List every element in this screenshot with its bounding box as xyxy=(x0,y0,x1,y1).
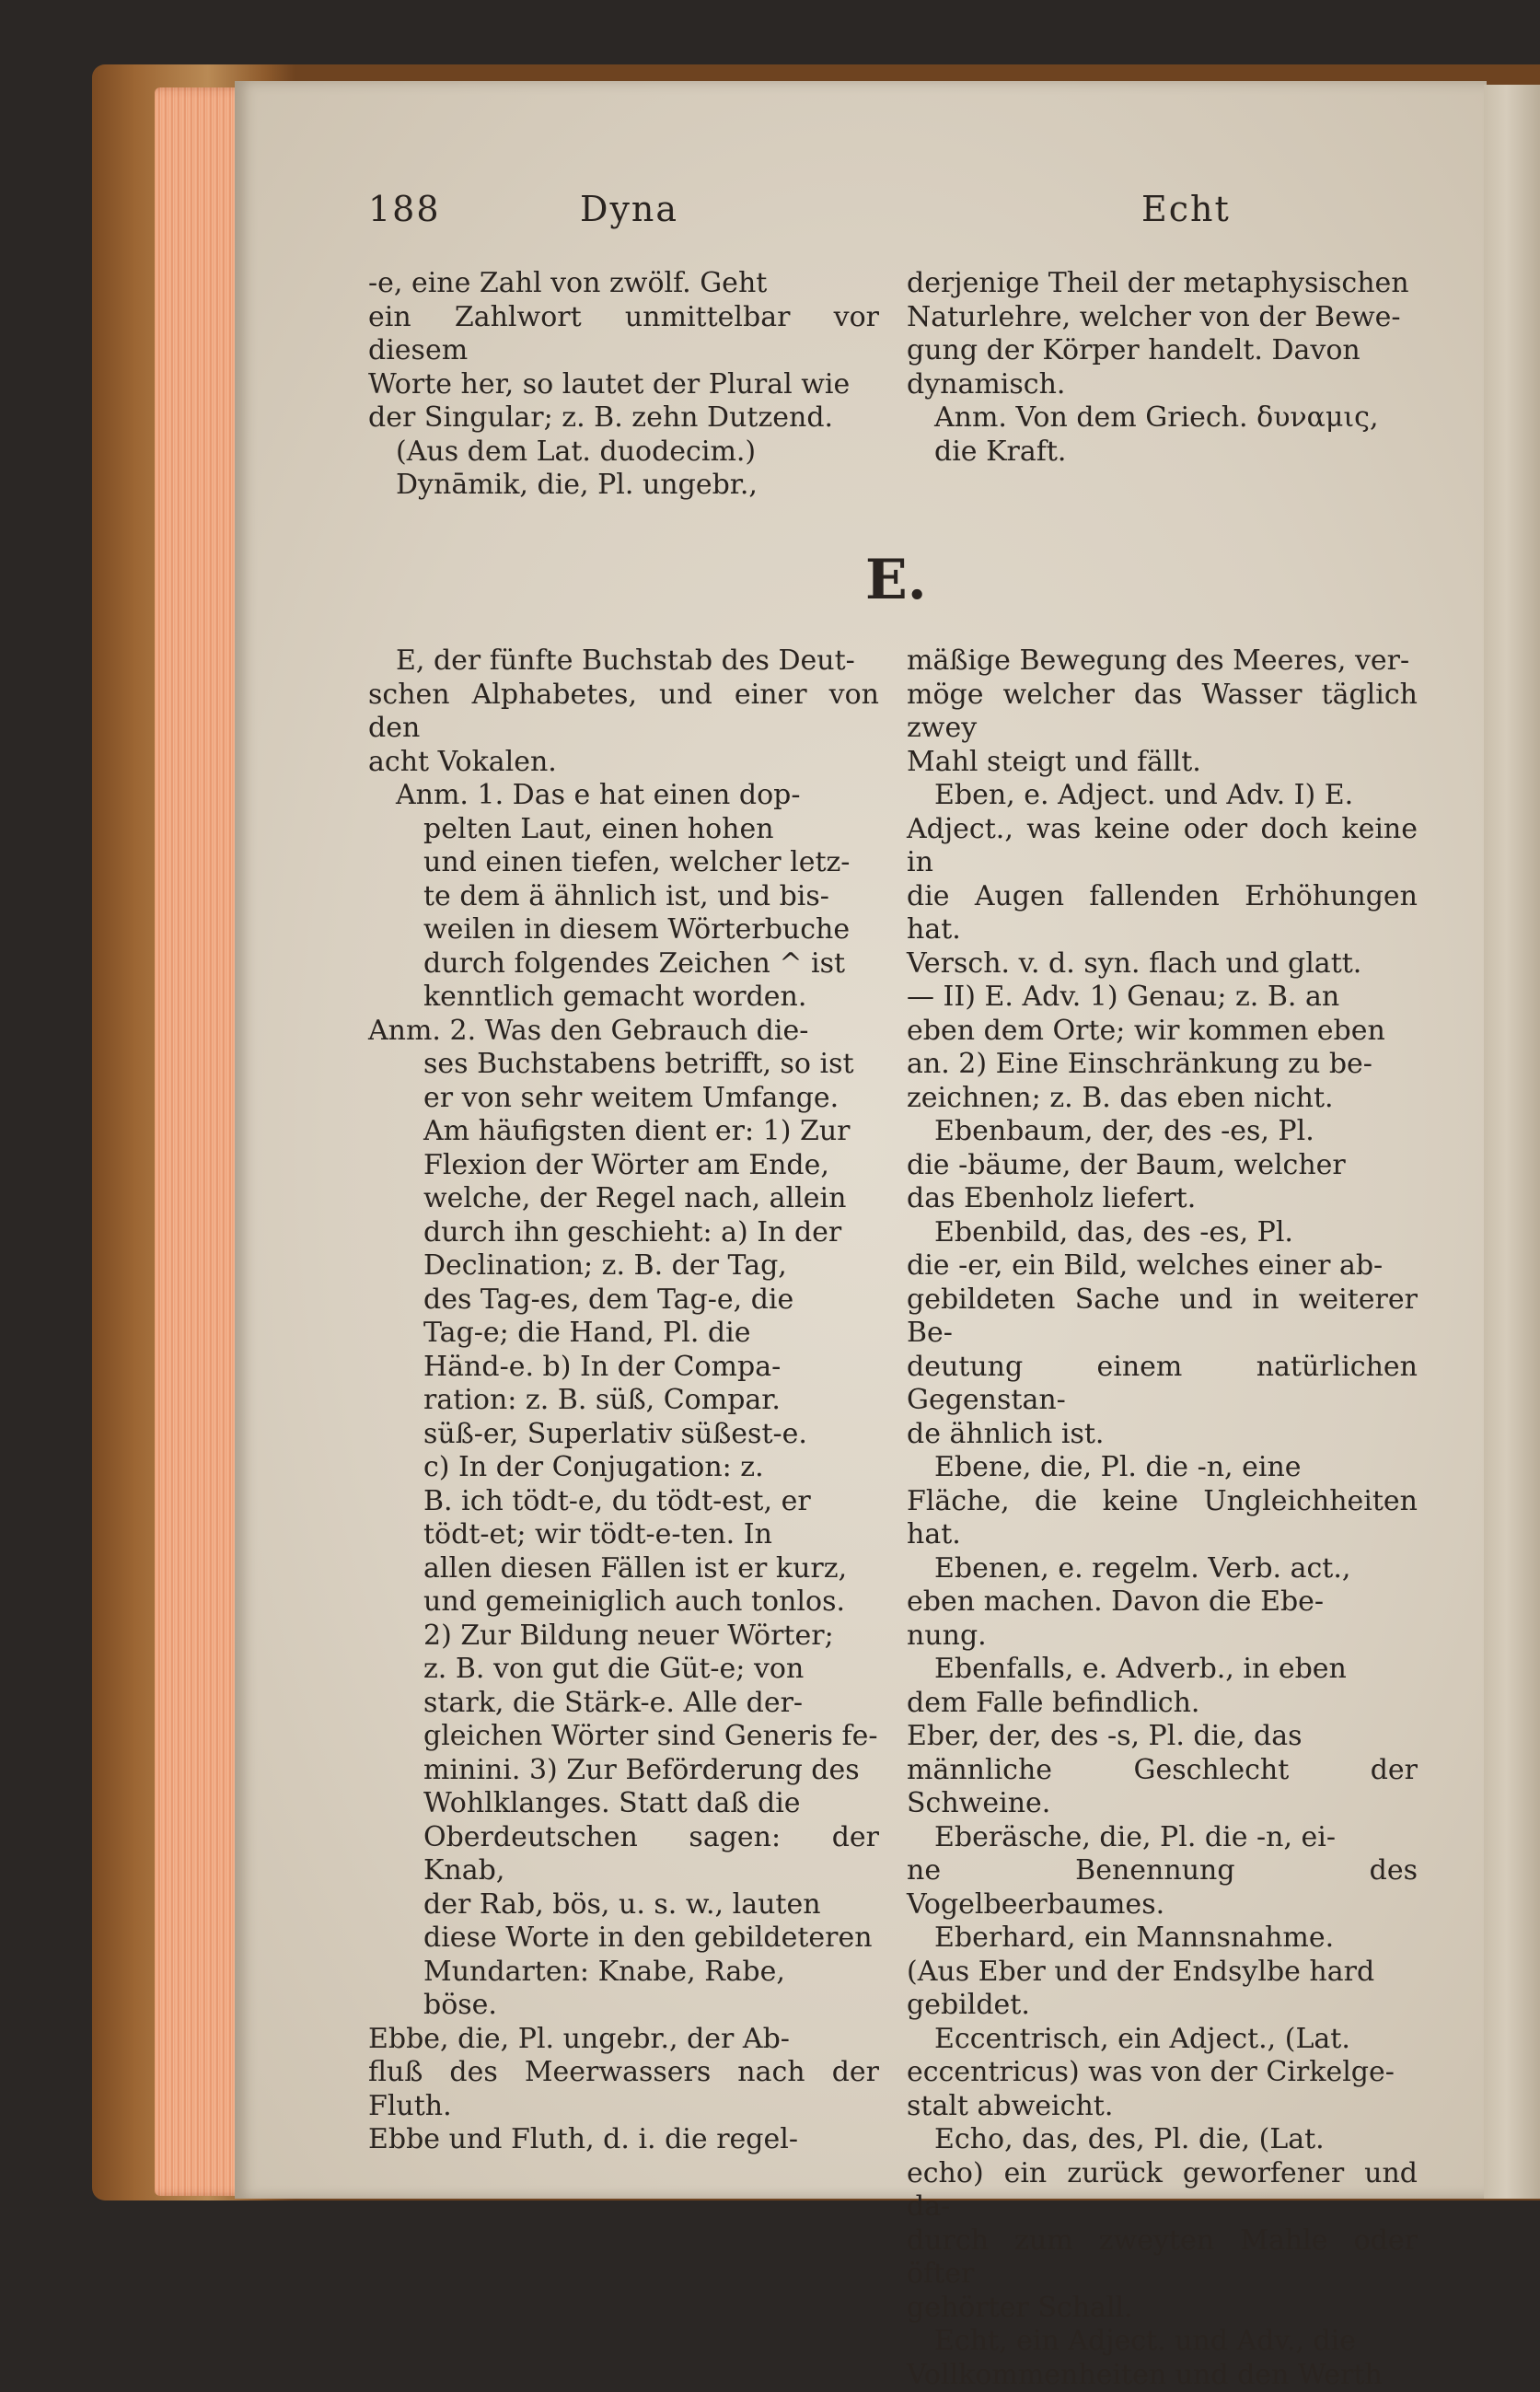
text-line: Ebenfalls, e. Adverb., in eben xyxy=(907,1653,1418,1687)
text-line: Versch. v. d. syn. flach und glatt. xyxy=(907,947,1418,981)
text-line: der Rab, bös, u. s. w., lauten xyxy=(368,1888,879,1922)
text-line: nung. xyxy=(907,1620,1418,1654)
text-line: und gemeiniglich auch tonlos. xyxy=(368,1585,879,1620)
top-right-block xyxy=(907,267,1418,469)
text-line: Mundarten: Knabe, Rabe, xyxy=(368,1956,879,1990)
text-line: ein Zahlwort unmittelbar vor diesem xyxy=(368,301,879,368)
text-line: des Tag-es, dem Tag-e, die xyxy=(368,1283,879,1318)
text-line: eccentricus) was von der Cirkelge- xyxy=(907,2056,1418,2090)
text-line: te dem ä ähnlich ist, und bis- xyxy=(368,880,879,914)
text-line: die Augen fallenden Erhöhungen hat. xyxy=(907,880,1418,947)
text-line: durch ihn geschieht: a) In der xyxy=(368,1216,879,1250)
right-column xyxy=(907,644,1418,2392)
page-number: 188 xyxy=(368,189,441,229)
text-line: Eccentrisch, ein Adject., (Lat. xyxy=(907,2023,1418,2057)
text-line: de ähnlich ist. xyxy=(907,1418,1418,1452)
text-line: B. ich tödt-e, du tödt-est, er xyxy=(368,1485,879,1519)
text-line: E, der fünfte Buchstab des Deut- xyxy=(368,644,879,679)
text-line: Adject., was keine oder doch keine in xyxy=(907,813,1418,880)
text-line: er von sehr weitem Umfange. xyxy=(368,1082,879,1116)
text-line: -e, eine Zahl von zwölf. Geht xyxy=(368,267,879,301)
text-line: Declination; z. B. der Tag, xyxy=(368,1249,879,1283)
text-line: gehörter Schall. xyxy=(907,2292,1418,2326)
text-line: dem Falle befindlich. xyxy=(907,1687,1418,1721)
text-line: Ebenbild, das, des -es, Pl. xyxy=(907,1216,1418,1250)
text-line: acht Vokalen. xyxy=(368,746,879,780)
text-line: der Singular; z. B. zehn Dutzend. xyxy=(368,401,879,435)
text-line: an. 2) Eine Einschränkung zu be- xyxy=(907,1048,1418,1082)
text-line: Anm. 2. Was den Gebrauch die- xyxy=(368,1015,879,1049)
text-line: Eberhard, ein Mannsnahme. xyxy=(907,1922,1418,1956)
text-line: Echt, ein Adject. und Adv., die xyxy=(907,2325,1418,2359)
text-line: möge welcher das Wasser täglich zwey xyxy=(907,679,1418,746)
next-page-edge xyxy=(1484,85,1540,2199)
text-line: süß-er, Superlativ süßest-e. xyxy=(368,1418,879,1452)
text-line: gung der Körper handelt. Davon xyxy=(907,334,1418,368)
header-right-word: Echt xyxy=(1141,189,1231,229)
text-line: Dynāmik, die, Pl. ungebr., xyxy=(368,469,879,503)
text-line: Am häufigsten dient er: 1) Zur xyxy=(368,1115,879,1149)
text-line: welche, der Regel nach, allein xyxy=(368,1182,879,1216)
text-line: Ebenbaum, der, des -es, Pl. xyxy=(907,1115,1418,1149)
text-line: ne Benennung des Vogelbeerbaumes. xyxy=(907,1854,1418,1922)
text-line: fluß des Meerwassers nach der Fluth. xyxy=(368,2056,879,2123)
text-line: Tag-e; die Hand, Pl. die xyxy=(368,1317,879,1351)
text-line: und einen tiefen, welcher letz- xyxy=(368,846,879,880)
text-line: zeichnen; z. B. das eben nicht. xyxy=(907,1082,1418,1116)
header-left-word: Dyna xyxy=(580,189,678,229)
text-line: ration: z. B. süß, Compar. xyxy=(368,1384,879,1418)
text-line: Naturlehre, welcher von der Bewe- xyxy=(907,301,1418,335)
text-line: minini. 3) Zur Beförderung des xyxy=(368,1754,879,1788)
text-line: die Kraft. xyxy=(907,435,1418,470)
text-line: Wohlklanges. Statt daß die xyxy=(368,1787,879,1821)
text-line: stalt abweicht. xyxy=(907,2090,1418,2124)
text-line: Mahl steigt und fällt. xyxy=(907,746,1418,780)
text-line: diese Worte in den gebildeteren xyxy=(368,1922,879,1956)
text-line: tödt-et; wir tödt-e-ten. In xyxy=(368,1518,879,1552)
text-line: stark, die Stärk-e. Alle der- xyxy=(368,1687,879,1721)
text-line: Anm. Von dem Griech. δυναμις, xyxy=(907,401,1418,435)
text-line: Ebene, die, Pl. die -n, eine xyxy=(907,1451,1418,1485)
text-line: c) In der Conjugation: z. xyxy=(368,1451,879,1485)
text-line: Oberdeutschen sagen: der Knab, xyxy=(368,1821,879,1888)
text-line: derjenige Theil der metaphysischen xyxy=(907,267,1418,301)
text-line: schen Alphabetes, und einer von den xyxy=(368,679,879,746)
text-line: ses Buchstabens betrifft, so ist xyxy=(368,1048,879,1082)
text-line: (Aus dem Lat. duodecim.) xyxy=(368,435,879,470)
text-line: mäßige Bewegung des Meeres, ver- xyxy=(907,644,1418,679)
left-column xyxy=(368,644,879,2157)
text-line: z. B. von gut die Güt-e; von xyxy=(368,1653,879,1687)
text-line: Worte her, so lautet der Plural wie xyxy=(368,368,879,402)
text-line: eben dem Orte; wir kommen eben xyxy=(907,1015,1418,1049)
text-line: Eber, der, des -s, Pl. die, das xyxy=(907,1720,1418,1754)
text-line: deutung einem natürlichen Gegenstan- xyxy=(907,1351,1418,1418)
text-line: Ebbe, die, Pl. ungebr., der Ab- xyxy=(368,2023,879,2057)
text-line: Fläche, die keine Ungleichheiten hat. xyxy=(907,1485,1418,1552)
text-line: das Ebenholz liefert. xyxy=(907,1182,1418,1216)
text-line: Händ-e. b) In der Compa- xyxy=(368,1351,879,1385)
text-line: durch folgendes Zeichen ^ ist xyxy=(368,947,879,981)
text-line: gebildeten Sache und in weiterer Be- xyxy=(907,1283,1418,1351)
text-line: die -bäume, der Baum, welcher xyxy=(907,1149,1418,1183)
text-line: Ebenen, e. regelm. Verb. act., xyxy=(907,1552,1418,1586)
text-line: durch zum zweyten Mahle oder öfter xyxy=(907,2224,1418,2292)
text-line: eben machen. Davon die Ebe- xyxy=(907,1585,1418,1620)
section-letter: E. xyxy=(865,548,927,612)
text-line: allen diesen Fällen ist er kurz, xyxy=(368,1552,879,1586)
text-line: gleichen Wörter sind Generis fe- xyxy=(368,1720,879,1754)
text-line: männliche Geschlecht der Schweine. xyxy=(907,1754,1418,1821)
text-line: Eben, e. Adject. und Adv. I) E. xyxy=(907,779,1418,813)
top-left-block xyxy=(368,267,879,503)
text-line: — II) E. Adv. 1) Genau; z. B. an xyxy=(907,981,1418,1015)
text-line: die -er, ein Bild, welches einer ab- xyxy=(907,1249,1418,1283)
text-line: Vollkommenheiten und den Werth xyxy=(907,2359,1418,2392)
text-line: echo) ein zurück geworfener und da- xyxy=(907,2157,1418,2224)
text-line: 2) Zur Bildung neuer Wörter; xyxy=(368,1620,879,1654)
text-line: kenntlich gemacht worden. xyxy=(368,981,879,1015)
text-line: Eberäsche, die, Pl. die -n, ei- xyxy=(907,1821,1418,1855)
text-line: (Aus Eber und der Endsylbe hard xyxy=(907,1956,1418,1990)
text-line: dynamisch. xyxy=(907,368,1418,402)
text-line: Ebbe und Fluth, d. i. die regel- xyxy=(368,2123,879,2157)
text-line: pelten Laut, einen hohen xyxy=(368,813,879,847)
text-line: Flexion der Wörter am Ende, xyxy=(368,1149,879,1183)
text-line: weilen in diesem Wörterbuche xyxy=(368,913,879,947)
text-line: Anm. 1. Das e hat einen dop- xyxy=(368,779,879,813)
text-line: Echo, das, des, Pl. die, (Lat. xyxy=(907,2123,1418,2157)
text-line: böse. xyxy=(368,1989,879,2023)
text-line: gebildet. xyxy=(907,1989,1418,2023)
